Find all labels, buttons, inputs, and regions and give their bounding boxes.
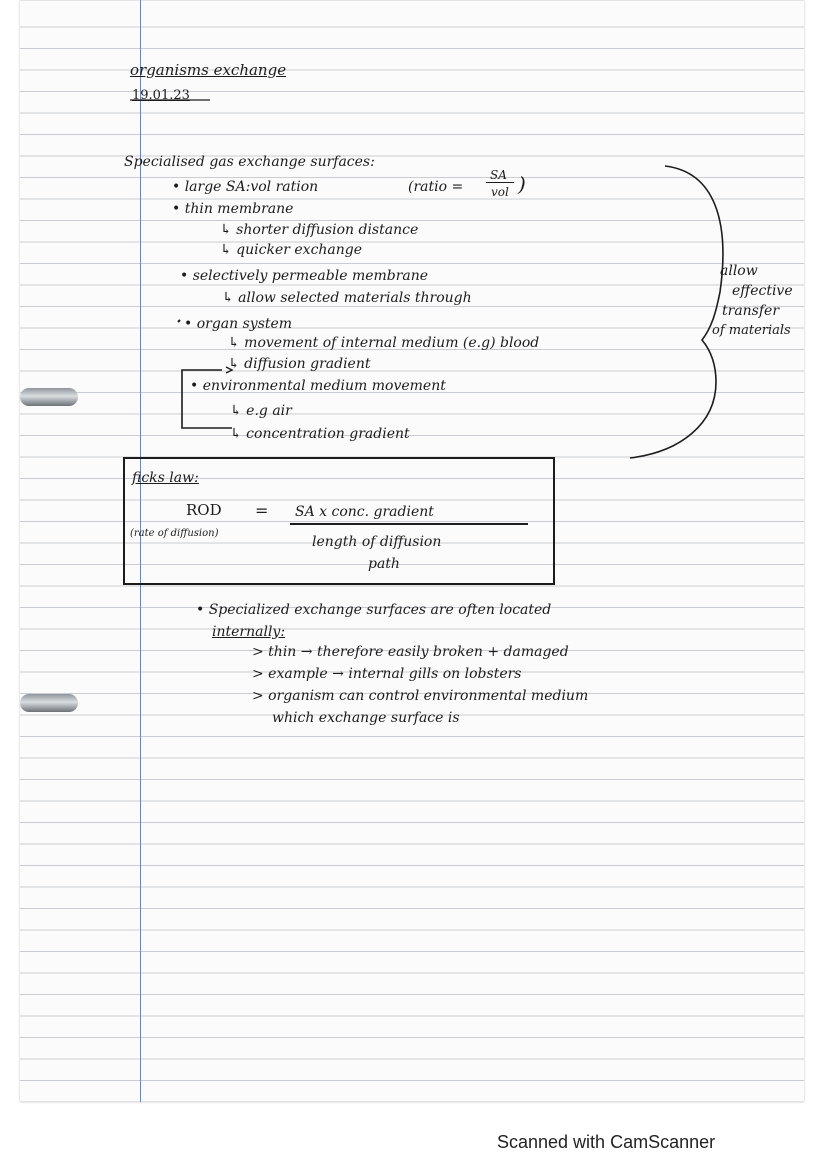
internal-point-2: > example → internal gills on lobsters [252, 666, 522, 682]
internal-point-3: > organism can control environmental medium [252, 688, 589, 704]
binder-ring-bottom [20, 694, 78, 712]
scanner-watermark: Scanned with CamScanner [497, 1132, 716, 1152]
note-line-3: ↳ shorter diffusion distance [220, 222, 419, 238]
page-title: organisms exchange [130, 61, 287, 79]
note-line-9: ↳ diffusion gradient [228, 356, 371, 372]
ficks-fraction-bar [290, 523, 528, 525]
internal-intro-1: • Specialized exchange surfaces are often located [196, 602, 552, 618]
side-note-line-2: effective [732, 283, 793, 299]
note-line-1: • large SA:vol ration [172, 179, 319, 195]
internal-point-1: > thin → therefore easily broken + damaged [252, 644, 569, 660]
side-note-line-4: of materials [712, 323, 791, 338]
note-ratio-denominator: vol [491, 185, 509, 199]
note-line-7: • organ system [184, 316, 293, 332]
note-line-6: ↳ allow selected materials through [222, 290, 472, 306]
note-line-4: ↳ quicker exchange [220, 242, 363, 258]
internal-point-4: which exchange surface is [272, 710, 460, 726]
ficks-equals: = [255, 501, 269, 520]
notes-heading: Specialised gas exchange surfaces: [124, 154, 375, 170]
note-ratio-bar [486, 182, 514, 183]
note-ratio-label: (ratio = [408, 179, 464, 195]
side-note-line-1: allow [720, 263, 758, 279]
note-line-10: • environmental medium movement [190, 378, 446, 394]
ficks-numerator: SA x conc. gradient [295, 504, 434, 520]
ficks-denominator-2: path [368, 556, 400, 572]
ficks-rod-subtitle: (rate of diffusion) [130, 528, 219, 539]
note-line-5: • selectively permeable membrane [180, 268, 429, 284]
ficks-rod: ROD [186, 501, 222, 519]
note-line-12: ↳ concentration gradient [230, 426, 410, 442]
side-note-line-3: transfer [722, 303, 780, 319]
page-date: 19.01.23 [132, 88, 190, 103]
ficks-denominator-1: length of diffusion [312, 534, 442, 550]
internal-intro-2: internally: [212, 624, 286, 640]
note-line-8: ↳ movement of internal medium (e.g) blood [228, 335, 540, 351]
ficks-title: ficks law: [132, 470, 199, 486]
note-ratio-numerator: SA [490, 168, 507, 182]
note-line-11: ↳ e.g air [230, 403, 292, 419]
note-ratio-paren: ) [518, 172, 526, 196]
note-line-2: • thin membrane [172, 201, 294, 217]
binder-ring-top [20, 388, 78, 406]
side-note [712, 263, 793, 338]
